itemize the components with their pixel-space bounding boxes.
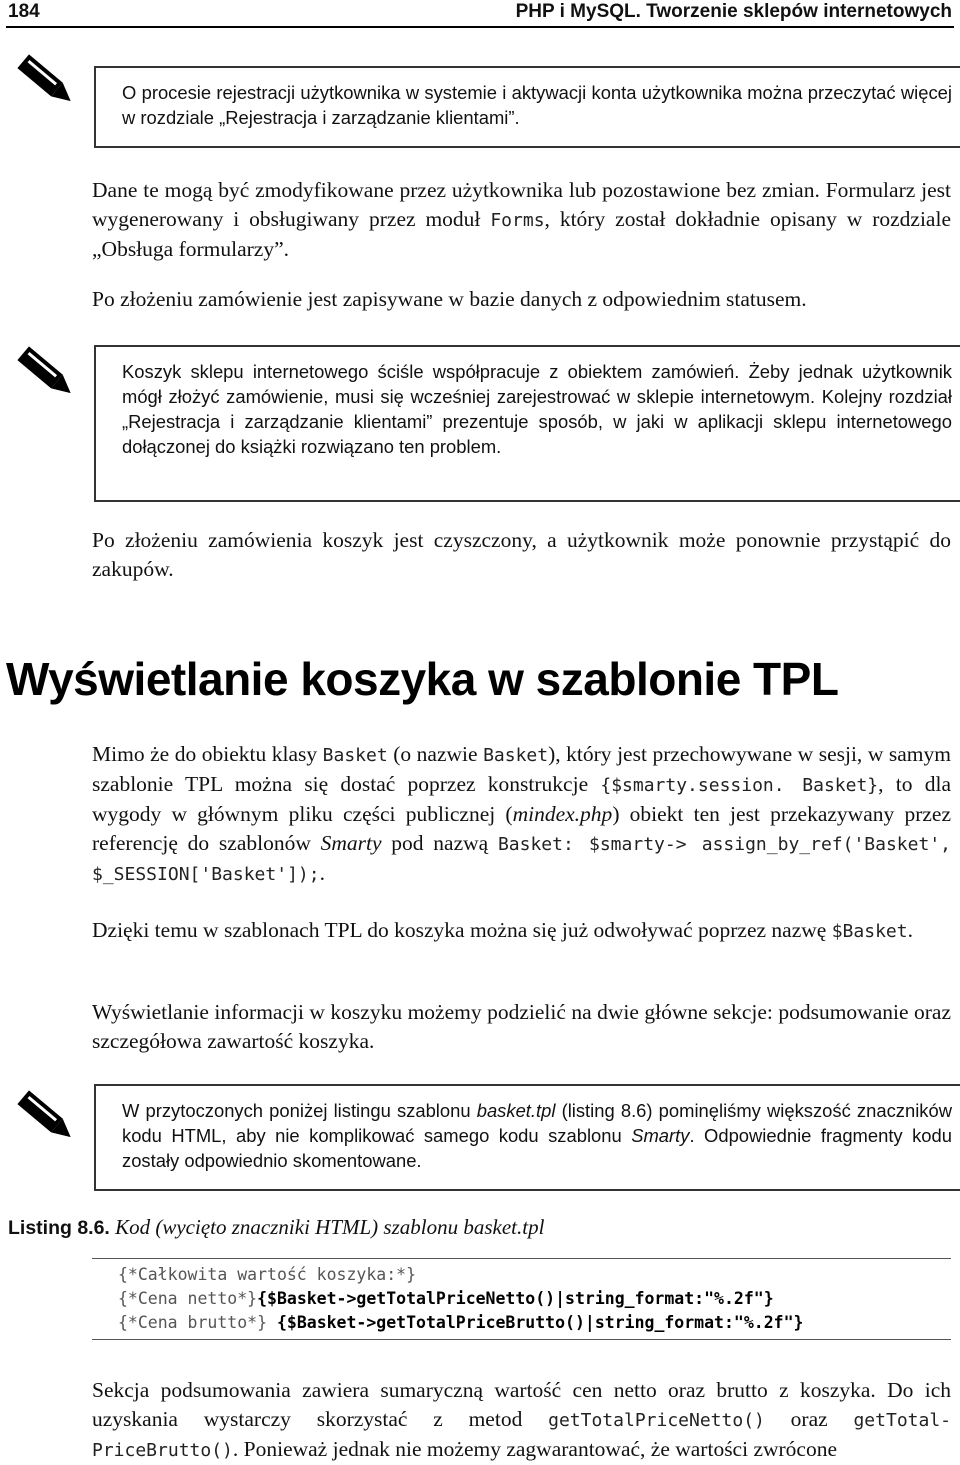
text-span: Mimo że do obiektu klasy: [92, 742, 323, 766]
pencil-icon: [8, 44, 80, 116]
text-span: , to dla wygody w głównym pliku części publicznej (: [92, 772, 951, 826]
inline-code: Basket: [322, 745, 388, 766]
text-span: Sekcja podsumowania zawiera sumaryczną wartość cen netto oraz brutto z koszyka. Do ich uzyskania wystarczy skorzystać z metod: [92, 1378, 951, 1431]
note-text: Koszyk sklepu internetowego ściśle współpracuje z obiektem zamówień. Żeby jednak użytkownik mógł złożyć zamówienie, musi się wcześniej zarejestrować w sklepie internetowym. Kolejny rozdział „Rejestracja i zarządzanie klientami” prezentuje sposób, w jaki w aplikacji sklepu internetowego dołączonej do książki rozwiązano ten problem.: [122, 361, 952, 457]
inline-code: Basket: [483, 745, 549, 766]
inline-code: Basket: $smarty-> assign_by_ref('Basket', $_SESSION['Basket']);: [92, 834, 951, 885]
inline-code: $Basket: [831, 921, 908, 942]
italic-text: basket.tpl: [476, 1100, 556, 1121]
code-expression: {$Basket->getTotalPriceBrutto()|string_format:"%.2f"}: [276, 1313, 804, 1332]
code-comment: {*Cena netto*}: [118, 1289, 258, 1308]
pencil-icon: [8, 1080, 80, 1152]
text-span: (o nazwie: [387, 742, 484, 766]
code-line: [118, 1287, 951, 1311]
listing-caption: [8, 1215, 544, 1240]
paragraph-summary: [92, 1376, 951, 1465]
paragraph-status: Po złożeniu zamówienie jest zapisywane w bazie danych z odpowiednim statusem.: [92, 287, 807, 311]
inline-code: getTotal-PriceBrutto(): [92, 1410, 952, 1461]
text-span: .: [319, 861, 325, 885]
text-span: pod nazwą: [381, 831, 498, 855]
paragraph-cleared: Po złożeniu zamówienia koszyk jest czyszczony, a użytkownik może ponownie przystąpić do zakupów.: [92, 528, 951, 581]
code-comment: {*Cena brutto*}: [118, 1313, 277, 1332]
note-box-basket: [94, 345, 960, 502]
page-header: [6, 0, 954, 28]
code-line: [118, 1311, 951, 1335]
note-box-listing: [94, 1084, 960, 1191]
text-span: (listing 8.6) pominęliśmy większość znaczników kodu HTML, aby nie komplikować samego kodu szablonu: [122, 1100, 952, 1146]
note-text: [122, 1098, 952, 1173]
text-span: Dane te mogą być zmodyfikowane przez użytkownika lub pozostawione bez zmian. Formularz jest wygenerowany i obsługiwany przez moduł: [92, 178, 951, 231]
italic-text: mindex.php: [512, 802, 613, 826]
paragraph-basket-class: [92, 740, 951, 889]
text-span: oraz: [764, 1407, 854, 1431]
inline-code: {$smarty.session. Basket}: [600, 775, 879, 796]
code-listing: [92, 1258, 951, 1340]
inline-code: getTotalPriceNetto(): [548, 1410, 765, 1431]
listing-label: Listing 8.6.: [8, 1217, 110, 1239]
text-span: Dzięki temu w szablonach TPL do koszyka można się już odwoływać poprzez nazwę: [92, 918, 832, 942]
text-span: W przytoczonych poniżej listingu szablonu: [122, 1100, 477, 1121]
code-line: [118, 1263, 951, 1287]
text-span: ), który jest przechowywane w sesji, w samym szablonie TPL można się dostać poprzez konstrukcje: [92, 742, 951, 796]
italic-text: Smarty: [320, 831, 382, 855]
listing-title: Kod (wycięto znaczniki HTML) szablonu basket.tpl: [115, 1215, 545, 1239]
code-comment: {*Całkowita wartość koszyka:*}: [118, 1265, 417, 1284]
code-expression: {$Basket->getTotalPriceNetto()|string_format:"%.2f"}: [257, 1289, 774, 1308]
paragraph-basket-name: [92, 916, 951, 946]
section-title: Wyświetlanie koszyka w szablonie TPL: [6, 653, 839, 705]
italic-text: Smarty: [631, 1125, 690, 1146]
text-span: , który został dokładnie opisany w rozdziale „Obsługa formularzy”.: [92, 207, 951, 261]
page-number: 184: [8, 1, 40, 22]
paragraph-sections: Wyświetlanie informacji w koszyku możemy podzielić na dwie główne sekcje: podsumowanie oraz szczegółowa zawartość koszyka.: [92, 1000, 951, 1053]
paragraph-form: [92, 176, 951, 264]
book-title: PHP i MySQL. Tworzenie sklepów internetowych: [515, 1, 952, 22]
text-span: . Ponieważ jednak nie możemy zagwarantować, że wartości zwrócone: [232, 1437, 838, 1461]
text-span: ) obiekt ten jest przekazywany przez referencję do szablonów: [92, 802, 951, 855]
text-span: .: [907, 918, 913, 942]
note-text: O procesie rejestracji użytkownika w systemie i aktywacji konta użytkownika można przeczytać więcej w rozdziale „Rejestracja i zarządzanie klientami”.: [122, 82, 952, 128]
pencil-icon: [8, 336, 80, 408]
text-span: . Odpowiednie fragmenty kodu zostały odpowiednio skomentowane.: [122, 1125, 952, 1171]
inline-code: Forms: [490, 210, 545, 231]
note-box-registration: [94, 66, 960, 148]
